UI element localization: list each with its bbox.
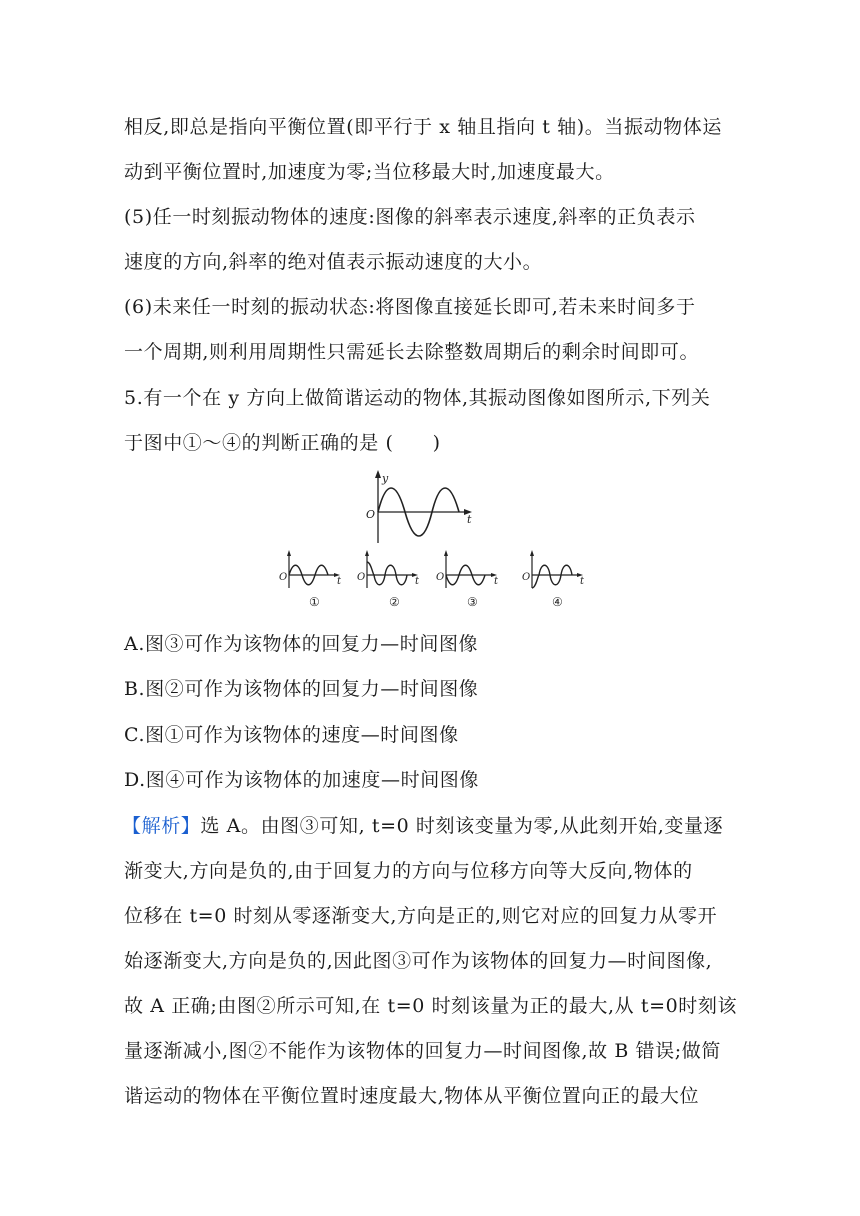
main-t-label: t	[467, 513, 472, 526]
paragraph-line: 动到平衡位置时,加速度为零;当位移最大时,加速度最大。	[124, 161, 615, 183]
subplot-curve	[367, 562, 407, 585]
main-y-arrow-icon	[375, 470, 381, 478]
arrow-icon	[287, 550, 291, 556]
question-stem: 于图中①～④的判断正确的是 ( )	[124, 432, 441, 454]
svg-text:O: O	[522, 572, 531, 583]
question-stem: 5.有一个在 y 方向上做简谐运动的物体,其振动图像如图所示,下列关	[124, 387, 711, 409]
subplot-2	[357, 550, 420, 609]
option-c: C.图①可作为该物体的速度—时间图像	[124, 724, 459, 746]
subplot-curve	[532, 565, 572, 588]
subplot-label: ③	[467, 595, 478, 609]
paragraph-line: 一个周期,则利用周期性只需延长去除整数周期后的剩余时间即可。	[124, 341, 700, 363]
subplot-label: ①	[309, 595, 320, 609]
main-origin-label: O	[366, 508, 376, 521]
arrow-icon	[530, 550, 534, 556]
arrow-icon	[365, 550, 369, 556]
analysis-text: 选 A。由图③可知, t=0 时刻该变量为零,从此刻开始,变量逐	[200, 815, 724, 837]
svg-text:t: t	[337, 576, 342, 587]
subplot-label: ④	[552, 595, 563, 609]
option-b: B.图②可作为该物体的回复力—时间图像	[124, 678, 479, 700]
analysis-line: 量逐渐减小,图②不能作为该物体的回复力—时间图像,故 B 错误;做简	[124, 1040, 721, 1062]
svg-text:t: t	[415, 576, 420, 587]
analysis-line: 始逐渐变大,方向是负的,因此图③可作为该物体的回复力—时间图像,	[124, 950, 713, 972]
main-graph	[366, 470, 472, 543]
subplot-1	[279, 550, 342, 609]
paragraph-line: (6)未来任一时刻的振动状态:将图像直接延长即可,若未来时间多于	[124, 296, 696, 318]
svg-text:O: O	[357, 572, 366, 583]
subplot-4	[522, 550, 585, 609]
option-d: D.图④可作为该物体的加速度—时间图像	[124, 769, 479, 791]
svg-text:t: t	[580, 576, 585, 587]
svg-text:O: O	[279, 572, 288, 583]
svg-text:O: O	[436, 572, 445, 583]
main-y-label: y	[382, 472, 389, 485]
option-a: A.图③可作为该物体的回复力—时间图像	[124, 633, 479, 655]
analysis-tag: 【解析】	[122, 815, 201, 837]
paragraph-line: 速度的方向,斜率的绝对值表示振动速度的大小。	[124, 251, 543, 273]
svg-text:t: t	[494, 576, 499, 587]
analysis-line: 渐变大,方向是负的,由于回复力的方向与位移方向等大反向,物体的	[124, 860, 693, 882]
paragraph-line: (5)任一时刻振动物体的速度:图像的斜率表示速度,斜率的正负表示	[124, 206, 696, 228]
analysis-line	[122, 811, 742, 841]
subplot-label: ②	[389, 595, 400, 609]
analysis-line: 故 A 正确;由图②所示可知,在 t=0 时刻该量为正的最大,从 t=0时刻该	[124, 995, 738, 1017]
paragraph-line: 相反,即总是指向平衡位置(即平行于 x 轴且指向 t 轴)。当振动物体运	[124, 116, 722, 138]
analysis-line: 位移在 t=0 时刻从零逐渐变大,方向是正的,则它对应的回复力从零开	[124, 905, 718, 927]
subplot-3	[436, 550, 499, 609]
analysis-line: 谐运动的物体在平衡位置时速度最大,物体从平衡位置向正的最大位	[124, 1085, 700, 1107]
arrow-icon	[444, 550, 448, 556]
